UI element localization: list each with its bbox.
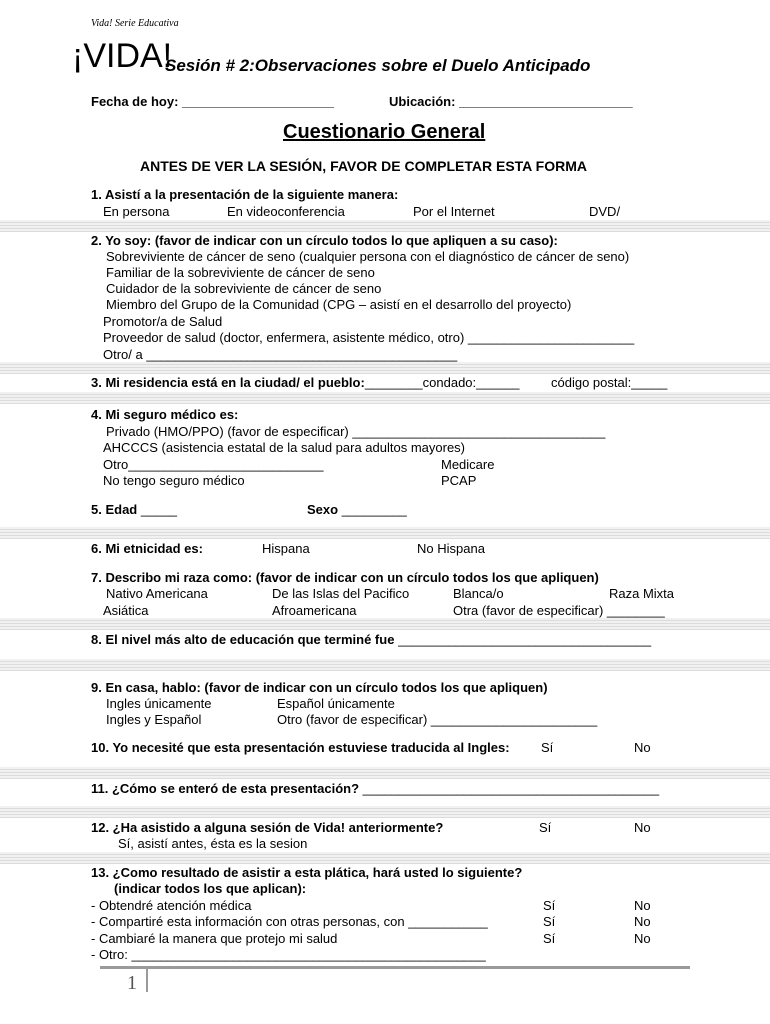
q2-option[interactable]: Sobreviviente de cáncer de seno (cualquier persona con el diagnóstico de cáncer de seno) (106, 249, 630, 264)
section-divider (0, 362, 770, 374)
q2-option[interactable]: Otro/ a ___________________________________________ (103, 347, 458, 362)
q7-option[interactable]: Otra (favor de especificar) ________ (453, 603, 665, 618)
q4-option[interactable]: PCAP (441, 473, 477, 488)
series-name: Vida! Serie Educativa (91, 18, 179, 29)
q5-age[interactable] (91, 502, 177, 517)
q4-option[interactable]: Otro___________________________ (103, 457, 324, 472)
q8-row[interactable] (91, 632, 651, 647)
page-number: 1 (127, 972, 137, 994)
section-divider (0, 767, 770, 779)
q13-no[interactable]: No (634, 914, 651, 929)
q7-option[interactable]: Blanca/o (453, 586, 504, 601)
q7-option[interactable]: De las Islas del Pacifico (272, 586, 410, 601)
q2-option[interactable]: Promotor/a de Salud (103, 314, 223, 329)
q1-option[interactable]: En persona (103, 204, 170, 219)
q3-row[interactable] (91, 375, 520, 390)
q13-label: 13. ¿Como resultado de asistir a esta plática, hará usted lo siguiente? (91, 865, 523, 880)
q9-option[interactable]: Ingles y Español (106, 712, 202, 727)
q12-yes[interactable]: Sí (539, 820, 552, 835)
vida-logo (70, 34, 173, 75)
q2-option[interactable]: Miembro del Grupo de la Comunidad (CPG – asistí en el desarrollo del proyecto) (106, 297, 572, 312)
q9-option[interactable]: Español únicamente (277, 696, 395, 711)
q6-label: 6. Mi etnicidad es: (91, 541, 203, 556)
q8-blank[interactable]: ___________________________________ (398, 632, 652, 647)
section-divider (0, 618, 770, 630)
q11-label: 11. ¿Cómo se enteró de esta presentación? (91, 781, 360, 796)
footer-tick (146, 966, 148, 992)
q1-option[interactable]: En videoconferencia (227, 204, 345, 219)
footer-rule (100, 966, 690, 969)
section-divider (0, 527, 770, 539)
q13-yes[interactable]: Sí (543, 931, 556, 946)
q4-option[interactable]: Medicare (441, 457, 495, 472)
q6-option[interactable]: Hispana (262, 541, 310, 556)
sex-blank[interactable]: _________ (341, 502, 407, 517)
q12-no[interactable]: No (634, 820, 651, 835)
q7-option[interactable]: Afroamericana (272, 603, 357, 618)
age-label: 5. Edad (91, 502, 138, 517)
q4-label: 4. Mi seguro médico es: (91, 407, 239, 422)
q10-yes[interactable]: Sí (541, 740, 554, 755)
q1-label: 1. Asistí a la presentación de la siguiente manera: (91, 187, 399, 202)
q13-item: - Obtendré atención médica (91, 898, 252, 913)
q13-yes[interactable]: Sí (543, 914, 556, 929)
q3-county[interactable]: condado:______ (422, 375, 520, 390)
q13-item: - Compartiré esta información con otras personas, con ___________ (91, 914, 488, 929)
q7-option[interactable]: Nativo Americana (106, 586, 208, 601)
section-divider (0, 806, 770, 818)
section-divider (0, 659, 770, 671)
form-title: Cuestionario General (283, 121, 486, 143)
q1-option[interactable]: DVD/ (589, 204, 621, 219)
q13-item: - Cambiaré la manera que protejo mi salud (91, 931, 338, 946)
q7-option[interactable]: Asiática (103, 603, 149, 618)
q2-option[interactable]: Proveedor de salud (doctor, enfermera, asistente médico, otro) _______________________ (103, 330, 635, 345)
section-divider (0, 392, 770, 404)
q2-option[interactable]: Familiar de la sobreviviente de cáncer de seno (106, 265, 375, 280)
session-title: Sesión # 2:Observaciones sobre el Duelo Anticipado (165, 56, 591, 75)
form-subtitle: ANTES DE VER LA SESIÓN, FAVOR DE COMPLETAR ESTA FORMA (140, 158, 587, 174)
svg-text:¡VIDA!: ¡VIDA! (72, 37, 173, 75)
q7-option[interactable]: Raza Mixta (609, 586, 675, 601)
q13-no[interactable]: No (634, 898, 651, 913)
q3-city-blank[interactable]: ________ (364, 375, 423, 390)
q2-option[interactable]: Cuidador de la sobreviviente de cáncer de seno (106, 281, 382, 296)
q11-row[interactable] (91, 781, 659, 796)
q9-label: 9. En casa, hablo: (favor de indicar con un círculo todos los que apliquen) (91, 680, 548, 695)
q3-label: 3. Mi residencia está en la ciudad/ el pueblo: (91, 375, 365, 390)
q12-note[interactable]: Sí, asistí antes, ésta es la sesion (118, 836, 308, 851)
q12-label: 12. ¿Ha asistido a alguna sesión de Vida! anteriormente? (91, 820, 444, 835)
sex-label: Sexo (307, 502, 339, 517)
q2-label: 2. Yo soy: (favor de indicar con un círculo todos lo que apliquen a su caso): (91, 233, 558, 248)
q9-option[interactable]: Ingles únicamente (106, 696, 212, 711)
date-field[interactable]: Fecha de hoy: _____________________ (91, 94, 334, 109)
q4-option[interactable]: AHCCCS (asistencia estatal de la salud para adultos mayores) (103, 440, 466, 455)
age-blank[interactable]: _____ (140, 502, 178, 517)
q5-sex[interactable] (307, 502, 407, 517)
q10-no[interactable]: No (634, 740, 651, 755)
q6-option[interactable]: No Hispana (417, 541, 485, 556)
section-divider (0, 220, 770, 232)
q4-option[interactable]: Privado (HMO/PPO) (favor de especificar) ___________________________________ (106, 424, 606, 439)
q7-label: 7. Describo mi raza como: (favor de indicar con un círculo todos los que apliquen) (91, 570, 599, 585)
q4-option[interactable]: No tengo seguro médico (103, 473, 245, 488)
section-divider (0, 852, 770, 864)
q9-option[interactable]: Otro (favor de especificar) _______________________ (277, 712, 598, 727)
q8-label: 8. El nivel más alto de educación que terminé fue (91, 632, 395, 647)
q13-yes[interactable]: Sí (543, 898, 556, 913)
q13-item[interactable]: - Otro: _________________________________________________ (91, 947, 486, 962)
q13-no[interactable]: No (634, 931, 651, 946)
q11-blank[interactable]: _________________________________________ (362, 781, 660, 796)
location-field[interactable]: Ubicación: ________________________ (389, 94, 633, 109)
q1-option[interactable]: Por el Internet (413, 204, 495, 219)
q10-label: 10. Yo necesité que esta presentación estuviese traducida al Ingles: (91, 740, 510, 755)
q13-sublabel: (indicar todos los que aplican): (114, 881, 307, 896)
q3-zip[interactable]: código postal:_____ (551, 375, 668, 390)
